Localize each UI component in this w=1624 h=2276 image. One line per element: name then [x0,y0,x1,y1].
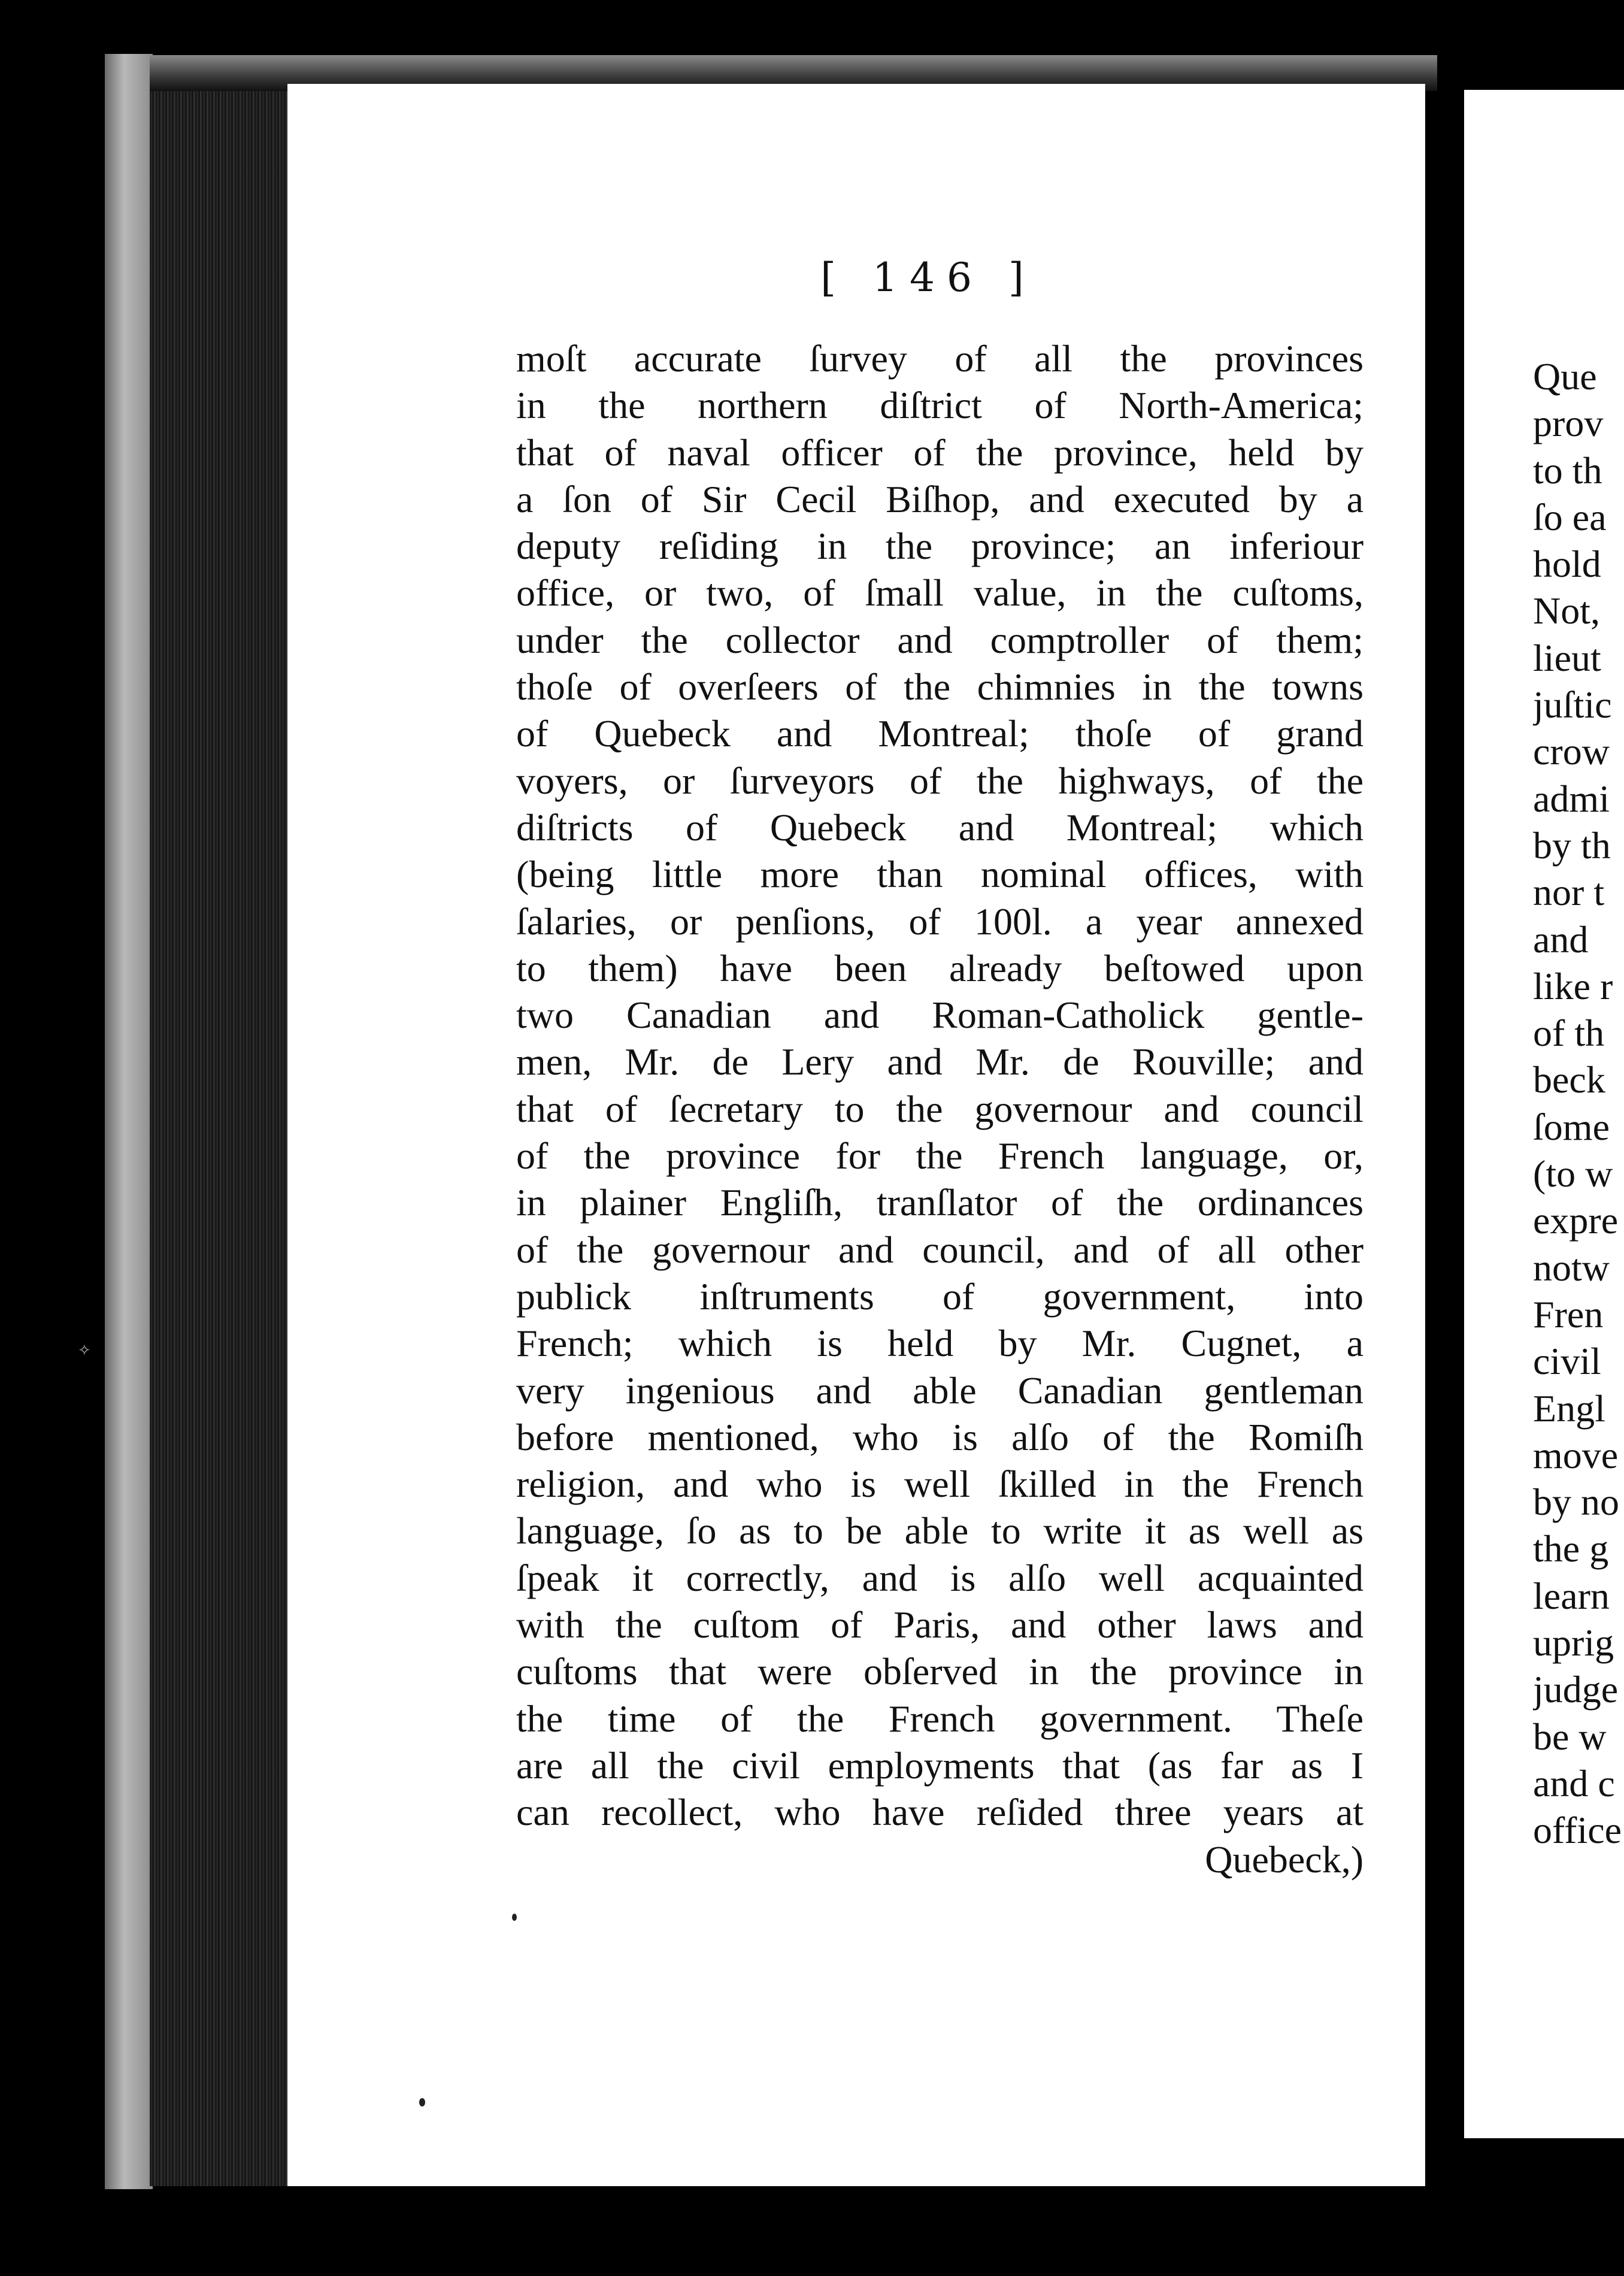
text-line: two Canadian and Roman-Catholick gentle- [516,994,1364,1037]
text-line: office, or two, of ſmall value, in the cuſtoms, [516,571,1364,615]
facing-text-line: beck [1533,1058,1605,1101]
text-line: in plainer Engliſh, tranſlator of the ordinances [516,1181,1364,1224]
facing-text-line: notw [1533,1246,1610,1289]
text-line: religion, and who is well ſkilled in the French [516,1463,1364,1506]
text-line: thoſe of overſeers of the chimnies in the towns [516,665,1364,709]
facing-text-line: ſo ea [1533,495,1607,538]
facing-text-line: and [1533,918,1589,961]
margin-mark: ✧ [78,1342,91,1360]
facing-text-line: prov [1533,402,1604,445]
facing-text-line: be w [1533,1715,1607,1758]
text-line: that of naval officer of the province, held by [516,431,1364,474]
text-line: before mentioned, who is alſo of the Romiſh [516,1415,1364,1458]
text-line: ſalaries, or penſions, of 100l. a year annexed [516,900,1364,943]
text-line: in the northern diſtrict of North-America; [516,384,1364,427]
text-line: under the collector and comptroller of them; [516,618,1364,661]
text-line: moſt accurate ſurvey of all the provinces [516,337,1364,380]
facing-text-line: of th [1533,1012,1605,1055]
facing-text-line: to th [1533,449,1602,492]
text-line: men, Mr. de Lery and Mr. de Rouville; and [516,1040,1364,1083]
facing-text-line: by no [1533,1481,1619,1524]
catchword: Quebeck,) [1205,1838,1364,1881]
facing-text-line: hold [1533,543,1601,586]
text-line: are all the civil employments that (as far as I [516,1744,1364,1787]
page-text-block [516,335,1364,1883]
text-line: of Quebeck and Montreal; thoſe of grand [516,712,1364,755]
facing-text-line: juſtic [1533,683,1612,727]
page-number: [ 146 ] [820,255,1036,301]
text-line: that of ſecretary to the governour and council [516,1087,1364,1130]
facing-text-line: office [1533,1809,1622,1852]
facing-text-line: Not, [1533,589,1600,632]
facing-text-line: Que [1533,355,1597,398]
facing-page-text [1533,353,1624,1854]
facing-text-line: uprig [1533,1621,1614,1664]
text-line: language, ſo as to be able to write it as well as [516,1509,1364,1552]
facing-text-line: crow [1533,730,1610,773]
text-line: cuſtoms that were obſerved in the province in [516,1650,1364,1693]
facing-text-line: lieut [1533,636,1601,679]
text-line: ſpeak it correctly, and is alſo well acquainted [516,1556,1364,1599]
ink-speck [512,1914,517,1921]
text-line: French; which is held by Mr. Cugnet, a [516,1322,1364,1365]
facing-text-line: like r [1533,964,1613,1007]
facing-text-line: the g [1533,1527,1609,1570]
facing-text-line: Engl [1533,1387,1605,1430]
facing-text-line: (to w [1533,1152,1613,1195]
text-line: a ſon of Sir Cecil Biſhop, and executed by a [516,477,1364,520]
text-line: can recollect, who have reſided three years at [516,1791,1364,1834]
book-edge-highlight [105,54,153,2189]
facing-text-line: ſome [1533,1105,1610,1148]
text-line: (being little more than nominal offices, with [516,853,1364,896]
book-fore-edge [150,57,287,2186]
facing-text-line: nor t [1533,871,1605,914]
text-line: of the province for the French language, or, [516,1134,1364,1178]
facing-text-line: by th [1533,824,1611,867]
facing-text-line: and c [1533,1762,1615,1805]
text-line: of the governour and council, and of all other [516,1228,1364,1271]
text-line: voyers, or ſurveyors of the highways, of the [516,759,1364,802]
text-line: diſtricts of Quebeck and Montreal; which [516,806,1364,849]
text-line: deputy reſiding in the province; an inferiour [516,525,1364,568]
ink-speck [419,2098,425,2106]
text-line: publick inſtruments of government, into [516,1275,1364,1318]
facing-text-line: admi [1533,777,1610,820]
text-line: with the cuſtom of Paris, and other laws and [516,1603,1364,1647]
facing-text-line: Fren [1533,1293,1604,1336]
facing-text-line: move [1533,1433,1619,1476]
facing-text-line: civil [1533,1340,1601,1383]
text-line: the time of the French government. Theſe [516,1697,1364,1740]
facing-text-line: expre [1533,1199,1619,1242]
facing-text-line: learn [1533,1574,1610,1617]
text-line: to them) have been already beſtowed upon [516,946,1364,989]
text-line: very ingenious and able Canadian gentleman [516,1369,1364,1412]
facing-text-line: judge [1533,1668,1619,1711]
